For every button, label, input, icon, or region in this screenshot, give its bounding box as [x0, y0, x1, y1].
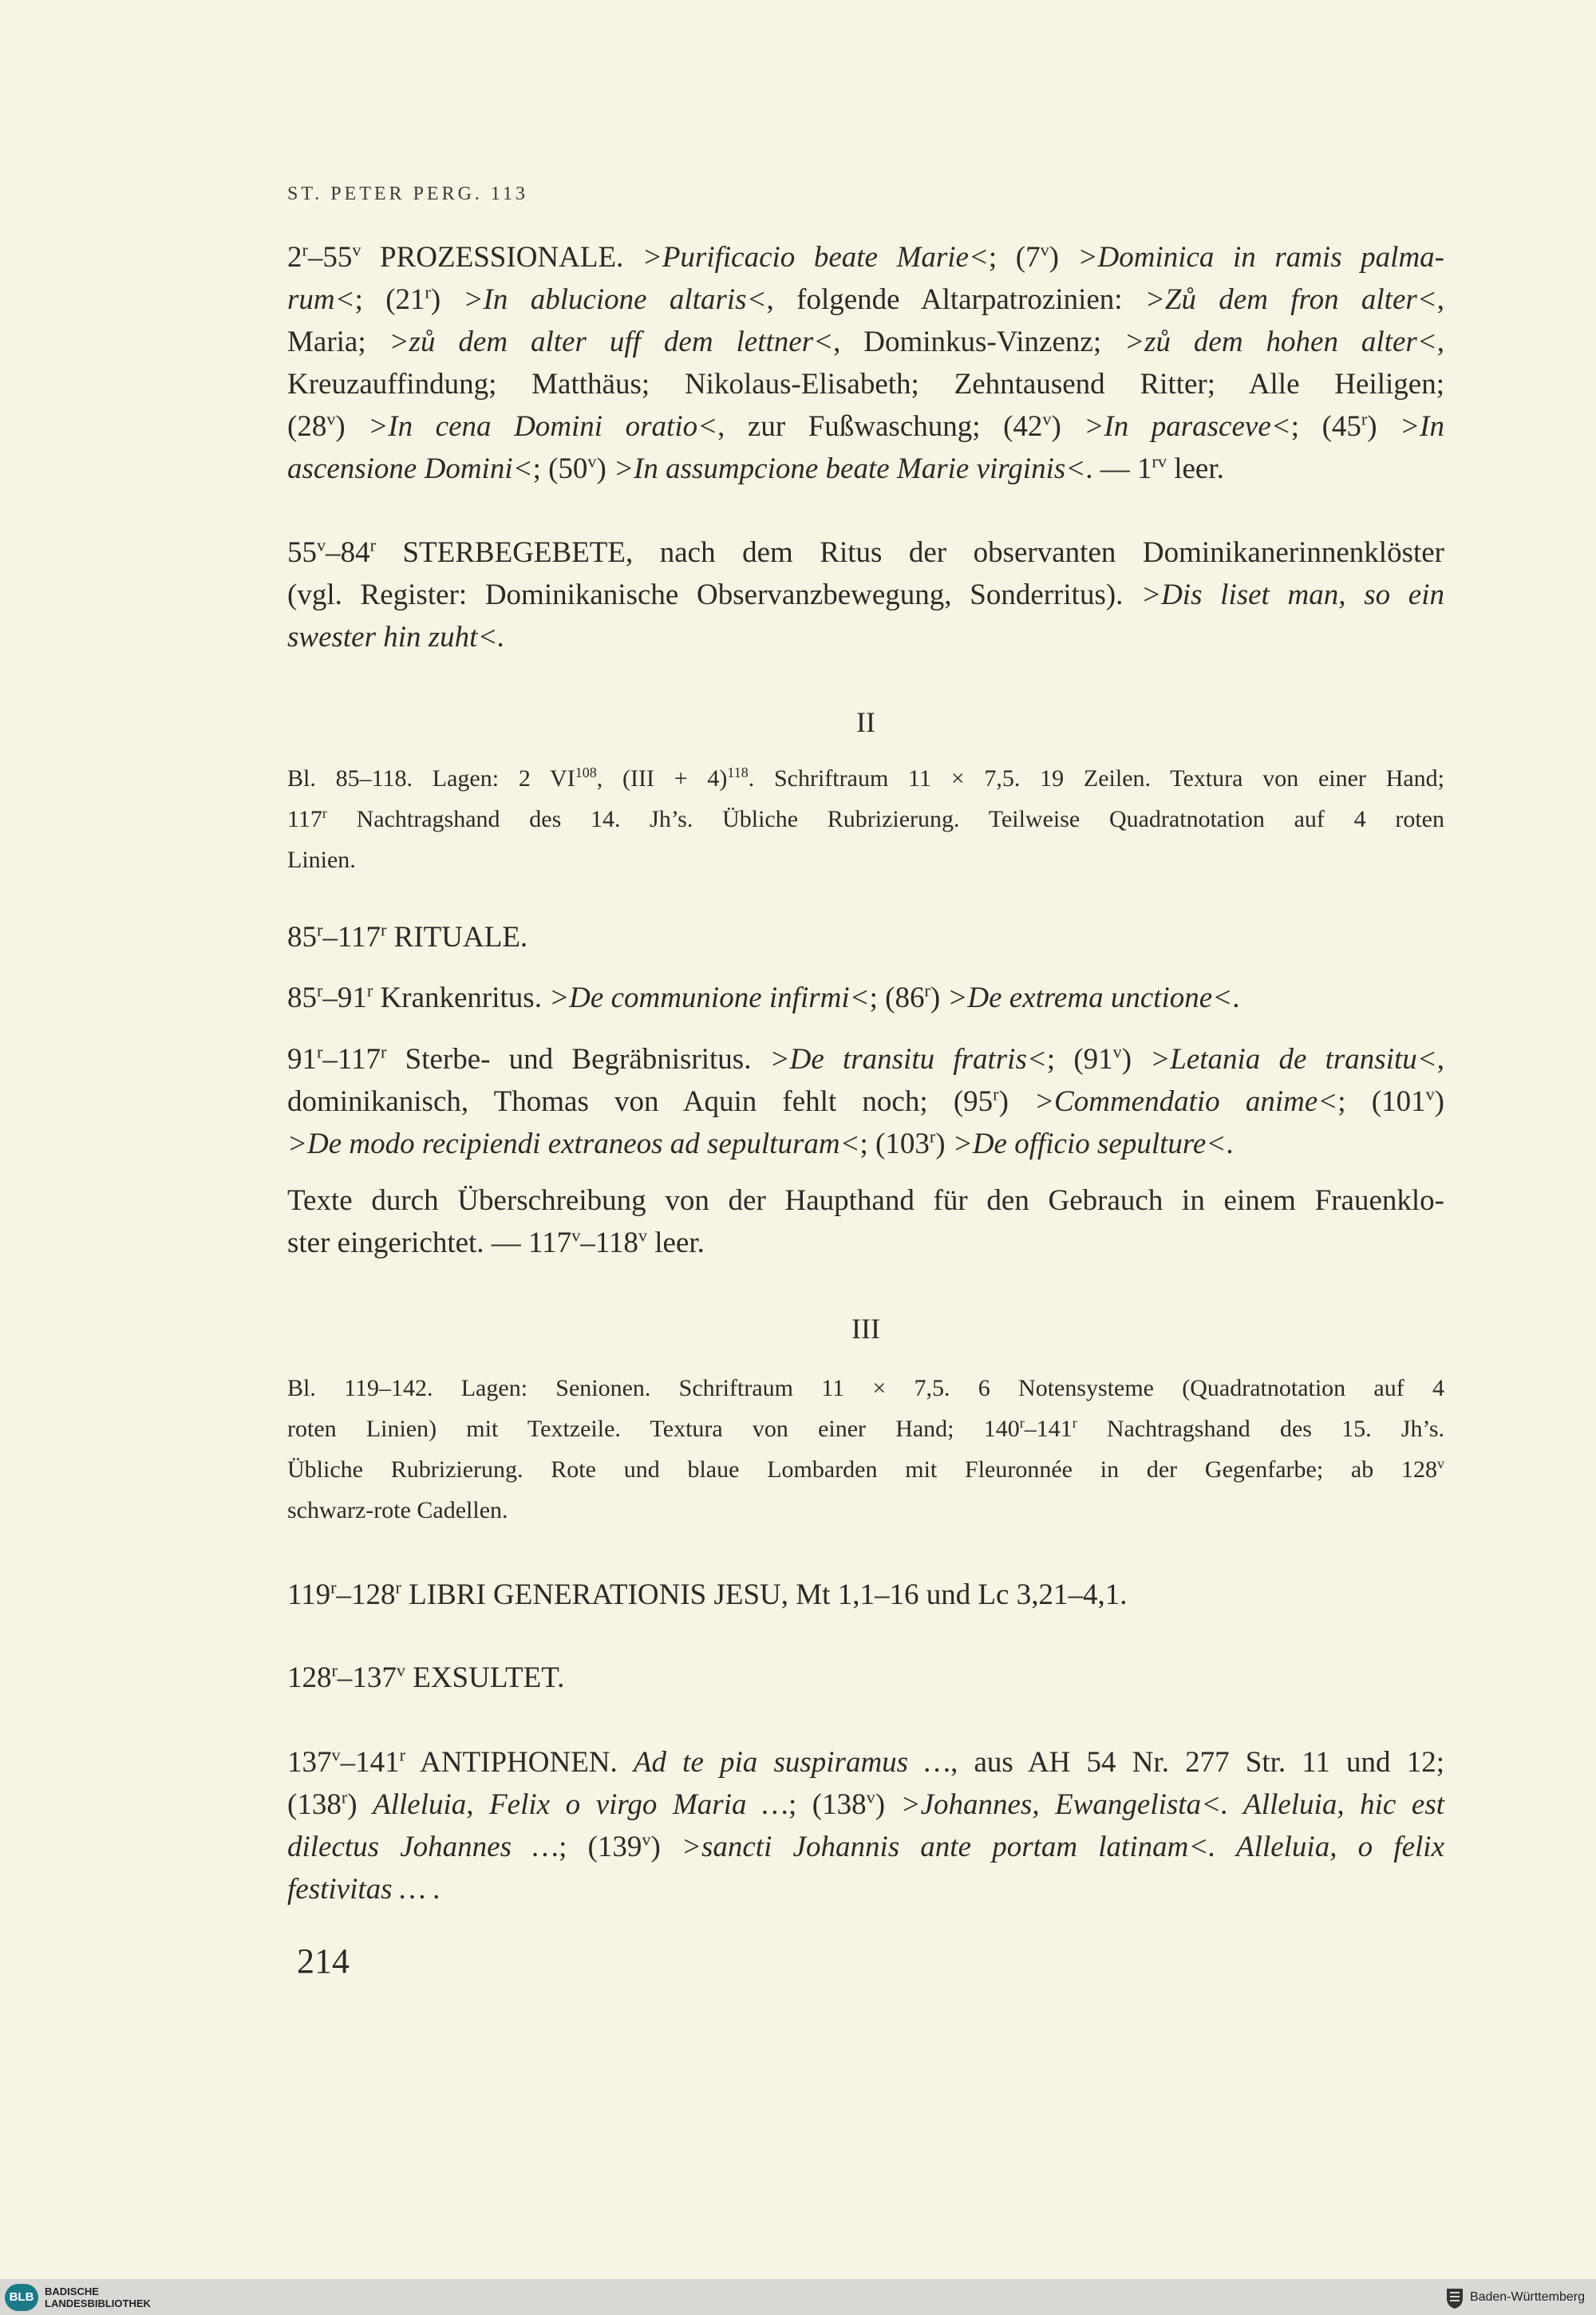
text-line: ster eingerichtet. — 117$^v$–118$^v$ leer.	[287, 1225, 705, 1259]
part-numeral-ii: II	[856, 706, 875, 738]
codicology-part-iii	[287, 1368, 1444, 1531]
text-line: (138$^r$) Alleluia, Felix o virgo Maria …; $(138^v)$ >Johannes, Ewangelista<. Alleluia, hic est	[287, 1787, 1445, 1821]
text-line: 85$^r$–117$^r$ RITUALE.	[287, 919, 528, 954]
text-line: dominikanisch, Thomas von Aquin fehlt noch; $(95^r)$ >Commendatio anime<; (101$^v$)	[287, 1084, 1444, 1118]
blb-wordmark: BADISCHE LANDESBIBLIOTHEK	[45, 2285, 151, 2309]
text-line: 119$^r$–128$^r$ LIBRI GENERATIONIS JESU, Mt 1,1–16 und Lc 3,21–4,1.	[287, 1577, 1128, 1611]
entry-exsultet	[287, 1657, 1444, 1699]
text-line: Texte durch Überschreibung von der Haupthand für den Gebrauch in einem Frauenklo-	[287, 1184, 1444, 1217]
text-line: 85$^r$–91$^r$ Krankenritus. >De communione infirmi<; $(86^r) >De$ extrema unctione<.	[287, 980, 1240, 1014]
text-line: dilectus Johannes …; $(139^v)$ >sancti Johannis ante portam latinam<. Alleluia, o felix	[287, 1829, 1444, 1863]
part-numeral-iii: III	[851, 1313, 880, 1345]
text-line: rum<; $(21^r) >In$ ablucione altaris<, folgende Altarpatrozinien: >Zů dem fron alter<,	[287, 282, 1444, 316]
text-line: Kreuzauffindung; Matthäus; Nikolaus-Elisabeth; Zehntausend Ritter; Alle Heiligen;	[287, 368, 1444, 401]
text-line: Übliche Rubrizierung. Rote und blaue Lombarden mit Fleuronnée in der Gegenfarbe; ab 128$^v$	[287, 1456, 1444, 1483]
footer-bar	[0, 2279, 1596, 2315]
text-line: swester hin zuht<.	[287, 621, 505, 654]
entry-texte-note	[287, 1179, 1444, 1264]
entry-antiphonen	[287, 1741, 1444, 1910]
running-header: ST. PETER PERG. 113	[287, 184, 529, 204]
text-line: 2$^r$–55$^v$ PROZESSIONALE. >Purificacio beate Marie<; $(7^v)$ >Dominica in ramis palma-	[287, 239, 1444, 274]
text-line: >De modo recipiendi extraneos ad sepulturam<; $(103^r) >De$ officio sepulture<.	[287, 1126, 1234, 1160]
text-line: roten Linien) mit Textzeile. Textura von einer Hand; 140$^r$–141$^r$ Nachtragshand des 15. Jh’s.	[287, 1415, 1444, 1442]
codicology-part-ii	[287, 758, 1444, 880]
text-line: 55$^v$–84$^r$ STERBEGEBETE, nach dem Ritus der observanten Dominikanerinnenklöster	[287, 535, 1444, 569]
blb-badge-icon: BLB	[5, 2284, 38, 2311]
bw-logo[interactable]	[1444, 2285, 1585, 2309]
text-line: Bl. 119–142. Lagen: Senionen. Schriftraum 11 × 7,5. 6 Notensysteme (Quadratnotation auf 4	[287, 1375, 1444, 1401]
text-line: 128$^r$–137$^v$ EXSULTET.	[287, 1660, 565, 1694]
page-number: 214	[297, 1942, 350, 1981]
entry-sterbegebete	[287, 531, 1444, 658]
entry-libri-generationis	[287, 1574, 1444, 1616]
bw-label: Baden-Württemberg	[1469, 2289, 1585, 2304]
entry-prozessionale	[287, 236, 1444, 490]
text-line: Maria; >zů dem alter uff dem lettner<, Dominkus-Vinzenz; >zů dem hohen alter<,	[287, 326, 1445, 358]
coat-of-arms-icon	[1444, 2285, 1465, 2309]
text-line: 137$^v$–141$^r$ ANTIPHONEN. Ad te pia suspiramus …, aus AH 54 Nr. 277 Str. 11 und 12;	[287, 1744, 1444, 1779]
text-line: ascensione Domini<; $(50^v) >In$ assumpcione beate Marie virginis<. — $1^{rv}$ leer.	[287, 451, 1224, 485]
text-line: (vgl. Register: Dominikanische Observanzbewegung, Sonderritus). >Dis liset man, so ein	[287, 579, 1444, 611]
text-line: Linien.	[287, 847, 356, 873]
text-line: $(28^v) >In$ cena Domini oratio<, zur Fußwaschung; $(42^v) >In$ parasceve<; $(45^r) >In$	[287, 409, 1444, 443]
text-line: 91$^r$–117$^r$ Sterbe- und Begräbnisritus. >De transitu fratris<; $(91^v)$ >Letania de transitu<,	[287, 1041, 1444, 1076]
text-line: Bl. 85–118. Lagen: 2 VI$^{108}$, (III + 4)$^{118}$. Schriftraum 11 × 7,5. 19 Zeilen. Textura von einer Hand;	[287, 764, 1445, 792]
text-line: 117$^r$ Nachtragshand des 14. Jh’s. Übliche Rubrizierung. Teilweise Quadratnotation auf 4 roten	[287, 805, 1444, 832]
entry-rituale	[287, 916, 1444, 958]
blb-logo[interactable]	[5, 2284, 151, 2311]
entry-begraebnisritus	[287, 1038, 1444, 1165]
text-line: festivitas … .	[287, 1873, 441, 1906]
entry-krankenritus	[287, 977, 1444, 1019]
text-line: schwarz-rote Cadellen.	[287, 1497, 508, 1523]
